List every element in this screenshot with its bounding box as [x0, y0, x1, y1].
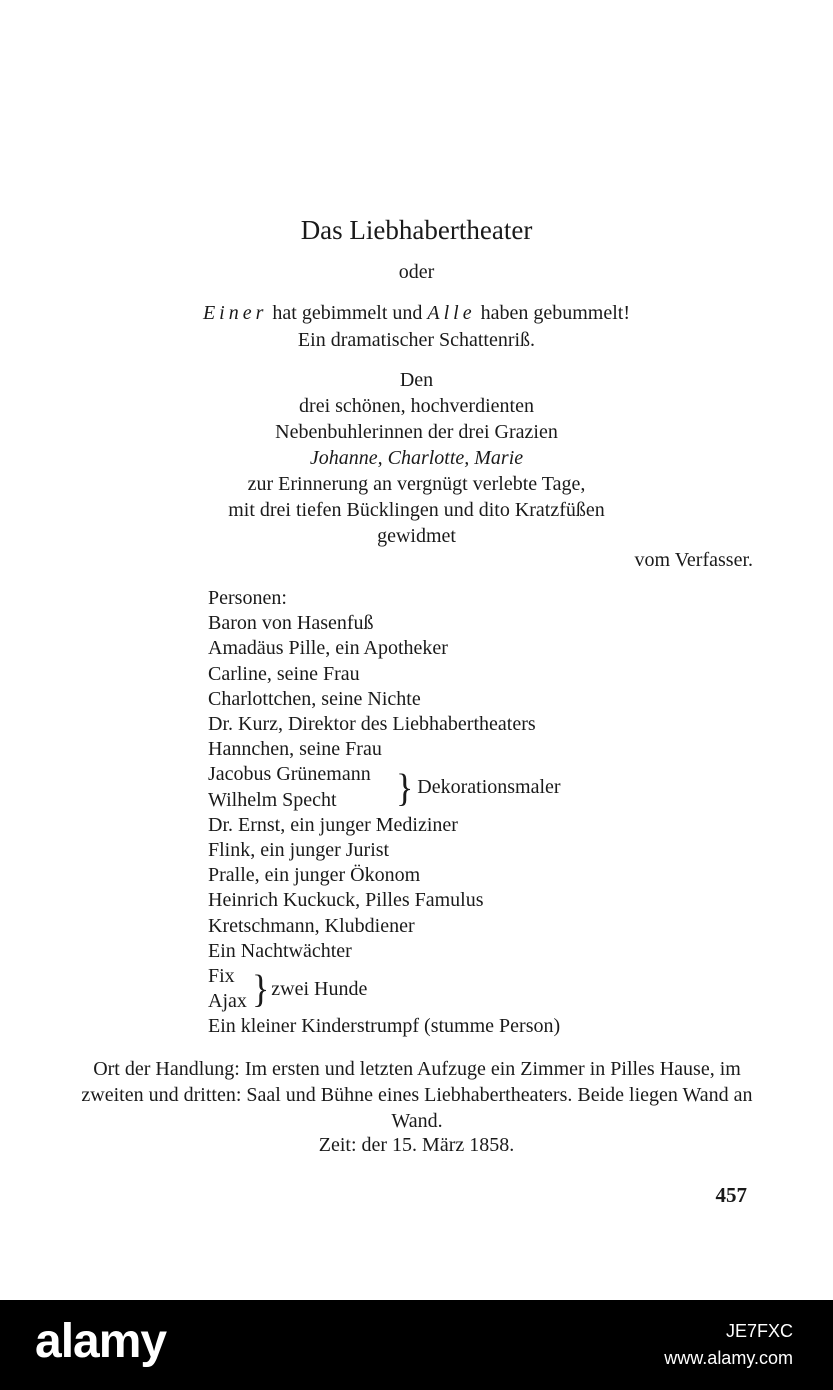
subtitle-line-1 — [0, 300, 833, 327]
dedication-line: Den — [399, 369, 434, 391]
dedication — [0, 367, 833, 549]
dedication-line: gewidmet — [377, 525, 456, 547]
curly-brace-icon: } — [252, 967, 270, 1012]
image-id: JE7FXC — [725, 1321, 793, 1341]
cast-member: Baron von Hasenfuß — [208, 612, 374, 635]
cast-member: Wilhelm Specht — [208, 788, 337, 811]
dedication-names: Johanne, Charlotte, Marie — [309, 447, 524, 469]
cast-member: Pralle, ein junger Ökonom — [208, 864, 421, 887]
cast-member: Kretschmann, Klubdiener — [208, 914, 415, 937]
cast-list — [208, 586, 768, 1040]
cast-member: Dr. Ernst, ein junger Mediziner — [208, 813, 458, 836]
cast-after — [208, 1014, 768, 1039]
dedication-line: zur Erinnerung an vergnügt verlebte Tage, — [247, 473, 586, 495]
oder-line: oder — [398, 261, 435, 283]
cast-member: Heinrich Kuckuck, Pilles Famulus — [208, 889, 484, 912]
brace-group — [396, 762, 561, 812]
time-line: Zeit: der 15. März 1858. — [318, 1134, 515, 1156]
cast-member: Hannchen, seine Frau — [208, 738, 382, 761]
subtitle-alle: Alle — [427, 302, 476, 324]
alamy-logo: alamy — [35, 1315, 167, 1368]
cast-member: Dr. Kurz, Direktor des Liebhabertheaters — [208, 713, 536, 736]
curly-brace-icon: } — [396, 765, 414, 810]
cast-member: Fix — [208, 965, 235, 988]
author-signature: vom Verfasser. — [634, 549, 753, 571]
page-number: 457 — [715, 1183, 747, 1207]
group-label: Dekorationsmaler — [417, 776, 561, 799]
brace-group — [252, 964, 367, 1014]
cast-middle — [208, 813, 768, 964]
cast-group-dogs — [208, 964, 768, 1014]
subtitle-einer: Einer — [202, 302, 268, 324]
cast-member: Charlottchen, seine Nichte — [208, 687, 421, 710]
play-title: Das Liebhabertheater — [300, 215, 533, 245]
site-url: www.alamy.com — [664, 1348, 793, 1368]
cast-heading: Personen: — [208, 587, 287, 609]
subtitle-end: haben gebummelt! — [480, 302, 631, 324]
subtitle — [0, 300, 833, 354]
cast-member: Flink, ein junger Jurist — [208, 839, 390, 862]
cast-before — [208, 611, 768, 762]
dedication-line: drei schönen, hochverdienten — [299, 395, 534, 417]
cast-member: Jacobus Grünemann — [208, 763, 371, 786]
cast-member: Ein kleiner Kinderstrumpf (stumme Person) — [208, 1015, 561, 1038]
group-label: zwei Hunde — [271, 977, 368, 1000]
cast-group-painters — [208, 762, 768, 812]
setting-paragraph: Ort der Handlung: Im ersten und letzten Aufzuge ein Zimmer in Pilles Hause, im zweiten und dritten: Saal und Bühne eines Liebhabertheaters. Beide liegen Wand an Wand. — [81, 1058, 753, 1132]
dedication-line: Nebenbuhlerinnen der drei Grazien — [275, 421, 558, 443]
watermark-bar — [0, 1300, 833, 1390]
subtitle-mid: hat gebimmelt und — [272, 302, 423, 324]
dedication-line: mit drei tiefen Bücklingen und dito Kratzfüßen — [228, 499, 605, 521]
cast-member: Carline, seine Frau — [208, 662, 360, 685]
cast-member: Ajax — [208, 990, 247, 1013]
subtitle-line-2: Ein dramatischer Schattenriß. — [297, 329, 536, 351]
cast-member: Amadäus Pille, ein Apotheker — [208, 637, 448, 660]
cast-member: Ein Nachtwächter — [208, 939, 352, 962]
